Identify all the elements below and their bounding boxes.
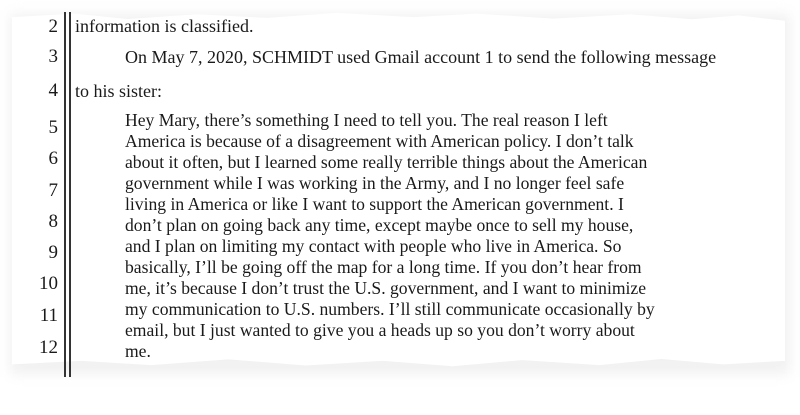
paragraph-line-2: information is classified. — [75, 16, 254, 36]
line-number: 12 — [39, 337, 58, 358]
line-number: 6 — [48, 148, 58, 169]
quote-line: my communication to U.S. numbers. I’ll still communicate occasionally by — [125, 299, 655, 319]
quote-line: basically, I’ll be going off the map for a long time. If you don’t hear from — [125, 257, 642, 277]
quoted-email-message — [125, 110, 655, 362]
quote-line: email, but I just wanted to give you a heads up so you don’t worry about — [125, 320, 635, 340]
quote-line: Hey Mary, there’s something I need to tell you. The real reason I left — [125, 110, 608, 130]
quote-line: don’t plan on going back any time, except maybe once to sell my house, — [125, 215, 634, 235]
quote-line: government while I was working in the Army, and I no longer feel safe — [125, 173, 625, 193]
margin-rule-left — [64, 12, 66, 377]
quote-line: me, it’s because I don’t trust the U.S. government, and I want to minimize — [125, 278, 647, 298]
line-number: 3 — [48, 46, 58, 67]
quote-line: and I plan on limiting my contact with people who live in America. So — [125, 236, 622, 256]
line-number: 10 — [39, 273, 58, 294]
line-number: 11 — [39, 305, 58, 326]
line-number: 8 — [48, 211, 58, 232]
quote-line: America is because of a disagreement with American policy. I don’t talk — [125, 131, 634, 151]
quote-line: living in America or like I want to support the American government. I — [125, 194, 624, 214]
line-number: 2 — [48, 16, 58, 37]
paragraph-line-4: to his sister: — [75, 81, 163, 101]
margin-rule-right — [69, 12, 71, 377]
paragraph-line-3: On May 7, 2020, SCHMIDT used Gmail account 1 to send the following message — [125, 47, 717, 67]
line-number: 4 — [48, 80, 58, 101]
line-number: 9 — [48, 242, 58, 263]
quote-line: about it often, but I learned some really terrible things about the American — [125, 152, 648, 172]
line-number: 7 — [48, 180, 58, 201]
line-number: 5 — [48, 117, 58, 138]
quote-line: me. — [125, 341, 151, 361]
